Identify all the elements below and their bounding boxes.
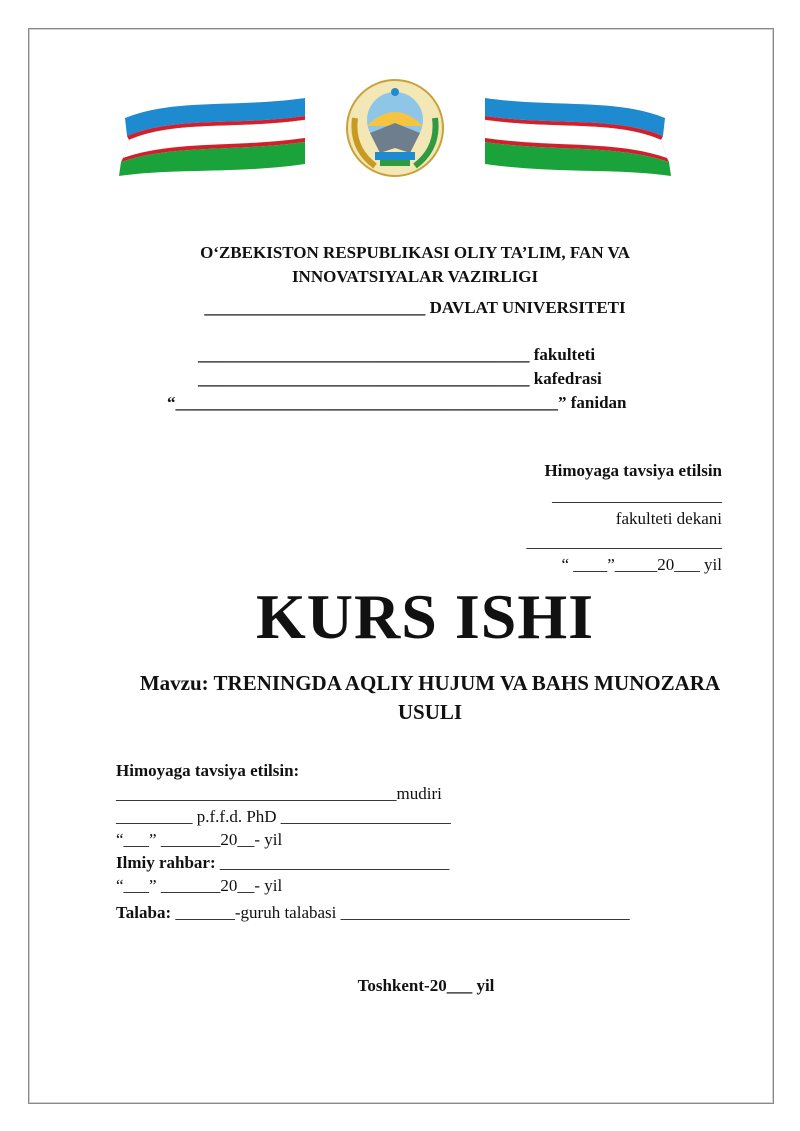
advisor-signature-line: ___________________________ bbox=[215, 853, 450, 872]
approval-date-left-1: “___” _______20__- yil bbox=[116, 830, 283, 849]
head-of-department-line: _________________________________mudiri bbox=[116, 784, 442, 803]
dean-label: fakulteti dekani bbox=[615, 509, 722, 528]
city-year: Toshkent-20___ yil bbox=[357, 976, 495, 995]
faculty-line: _______________________________________ fakulteti bbox=[198, 345, 596, 364]
advisor-line bbox=[116, 853, 449, 873]
uzbekistan-flag-emblem bbox=[115, 78, 675, 178]
approval-title-left: Himoyaga tavsiya etilsin: bbox=[116, 761, 300, 780]
student-signature-line: _______-guruh talabasi __________________________________ bbox=[171, 903, 630, 922]
ministry-heading bbox=[130, 241, 700, 289]
approval-date-left-2: “___” _______20__- yil bbox=[116, 876, 283, 895]
topic-line-2: USULI bbox=[397, 700, 463, 724]
student-line bbox=[116, 903, 630, 923]
advisor-label: Ilmiy rahbar: bbox=[116, 853, 216, 872]
student-label: Talaba: bbox=[116, 903, 172, 922]
approval-title-right: Himoyaga tavsiya etilsin bbox=[544, 461, 722, 480]
topic-line-1: Mavzu: TRENINGDA AQLIY HUJUM VA BAHS MUNOZARA bbox=[139, 671, 721, 695]
dean-signature-line: _______________________ bbox=[526, 532, 722, 551]
phd-line: _________ p.f.f.d. PhD ____________________ bbox=[116, 807, 451, 826]
university-line: __________________________ DAVLAT UNIVERSITETI bbox=[204, 298, 626, 317]
approval-date-right: “ ____”_____20___ yil bbox=[561, 555, 722, 574]
ministry-line-2: INNOVATSIYALAR VAZIRLIGI bbox=[291, 267, 539, 286]
subject-line: “_____________________________________________” fanidan bbox=[167, 393, 627, 412]
document-title: KURS ISHI bbox=[256, 581, 594, 652]
approval-signature-line: ____________________ bbox=[552, 486, 722, 505]
ministry-line-1: O‘ZBEKISTON RESPUBLIKASI OLIY TA’LIM, FAN VA bbox=[200, 243, 630, 262]
department-line: _______________________________________ kafedrasi bbox=[198, 369, 602, 388]
topic-heading bbox=[120, 669, 740, 727]
